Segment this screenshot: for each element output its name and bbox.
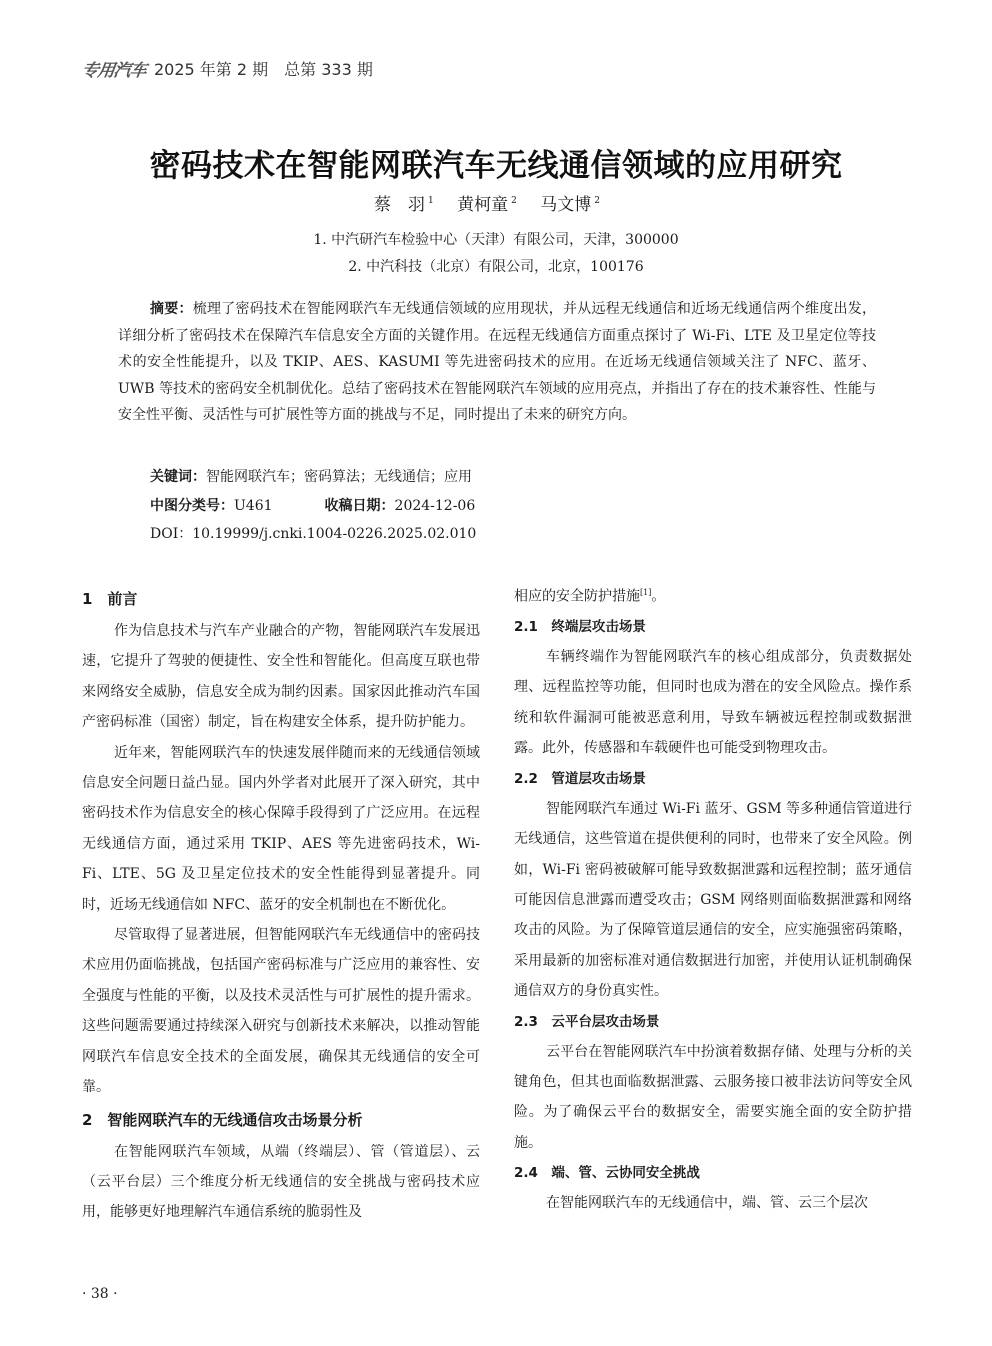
journal-header <box>82 54 373 82</box>
subsection-heading: 2.2 管道层攻击场景 <box>514 770 646 787</box>
paragraph: 在智能网联汽车领域，从端（终端层）、管（管道层）、云（云平台层）三个维度分析无线通信的安全挑战与密码技术应用，能够更好地理解汽车通信系统的脆弱性及 <box>82 1143 480 1221</box>
page-number: · 38 · <box>82 1286 118 1302</box>
paragraph: 在智能网联汽车的无线通信中，端、管、云三个层次 <box>546 1195 868 1212</box>
author-list <box>0 190 992 215</box>
author-name: 马文博 <box>540 195 592 215</box>
author-name: 蔡 羽 <box>373 195 425 215</box>
doi-line <box>150 523 476 543</box>
issue-info: 2025 年第 2 期 总第 333 期 <box>154 59 373 79</box>
author-affiliation-mark: 1 <box>427 196 434 207</box>
section-heading: 2 智能网联汽车的无线通信攻击场景分析 <box>82 1110 363 1129</box>
paragraph: 近年来，智能网联汽车的快速发展伴随而来的无线通信领域信息安全问题日益凸显。国内外学者对此展开了深入研究，其中密码技术作为信息安全的核心保障手段得到了广泛应用。在远程无线通信方面，通过采用 TKIP、AES 等先进密码技术，Wi-Fi、LTE、5G 及卫星定位技术的安全性能得到显著提升。同时，近场无线通信如 NFC、蓝牙的安全机制也在不断优化。 <box>82 744 480 913</box>
journal-logo: 专用汽车 <box>80 60 148 81</box>
continuation-text: 相应的安全防护措施 <box>514 588 640 605</box>
abstract-label: 摘要： <box>150 301 193 317</box>
author-name: 黄柯童 <box>457 195 509 215</box>
classification-line <box>150 495 475 515</box>
punctuation: 。 <box>651 588 666 605</box>
subsection-heading: 2.4 端、管、云协同安全挑战 <box>514 1165 700 1182</box>
section-heading: 1 前言 <box>82 590 138 608</box>
received-text: 2024-12-06 <box>394 498 476 514</box>
affiliation: 1. 中汽研汽车检验中心（天津）有限公司，天津，300000 <box>313 232 679 248</box>
left-column <box>82 582 480 1228</box>
paragraph: 车辆终端作为智能网联汽车的核心组成部分，负责数据处理、远程监控等功能，但同时也成为潜在的安全风险点。操作系统和软件漏洞可能被恶意利用，导致车辆被远程控制或数据泄露。此外，传感器和车载硬件也可能受到物理攻击。 <box>514 649 912 757</box>
affiliation: 2. 中汽科技（北京）有限公司，北京，100176 <box>348 259 644 275</box>
paragraph: 智能网联汽车通过 Wi-Fi 蓝牙、GSM 等多种通信管道进行无线通信，这些管道在提供便利的同时，也带来了安全风险。例如，Wi-Fi 密码被破解可能导致数据泄露和远程控制；蓝牙通信可能因信息泄露而遭受攻击；GSM 网络则面临数据泄露和网络攻击的风险。为了保障管道层通信的安全，应实施强密码策略，采用最新的加密标准对通信数据进行加密，并使用认证机制确保通信双方的身份真实性。 <box>514 800 913 1000</box>
paragraph: 作为信息技术与汽车产业融合的产物，智能网联汽车发展迅速，它提升了驾驶的便捷性、安全性和智能化。但高度互联也带来网络安全威胁，信息安全成为制约因素。国家因此推动汽车国产密码标准（国密）制定，旨在构建安全体系，提升防护能力。 <box>82 623 480 731</box>
paper-title: 密码技术在智能网联汽车无线通信领域的应用研究 <box>149 148 843 184</box>
citation-ref: [1] <box>640 588 652 597</box>
abstract <box>118 296 876 429</box>
paragraph-continuation <box>514 578 912 612</box>
classification-text: U461 <box>234 498 273 514</box>
subsection-heading: 2.1 终端层攻击场景 <box>514 619 646 636</box>
paragraph: 云平台在智能网联汽车中扮演着数据存储、处理与分析的关键角色，但其也面临数据泄露、云服务接口被非法访问等安全风险。为了确保云平台的数据安全，需要实施全面的安全防护措施。 <box>514 1043 912 1151</box>
subsection-heading: 2.3 云平台层攻击场景 <box>514 1013 660 1030</box>
doi-label: DOI： <box>150 526 193 542</box>
keywords-text: 智能网联汽车；密码算法；无线通信；应用 <box>206 469 472 485</box>
keywords <box>150 466 472 486</box>
right-column <box>514 578 912 1219</box>
author-affiliation-mark: 2 <box>511 196 517 207</box>
paragraph: 尽管取得了显著进展，但智能网联汽车无线通信中的密码技术应用仍面临挑战，包括国产密码标准与广泛应用的兼容性、安全强度与性能的平衡，以及技术灵活性与可扩展性的提升需求。这些问题需要通过持续深入研究与创新技术来解决，以推动智能网联汽车信息安全技术的全面发展，确保其无线通信的安全可靠。 <box>82 927 480 1096</box>
classification-label: 中图分类号： <box>150 498 234 514</box>
author-affiliation-mark: 2 <box>594 196 600 207</box>
keywords-label: 关键词： <box>150 469 206 485</box>
doi-text: 10.19999/j.cnki.1004-0226.2025.02.010 <box>192 526 477 542</box>
abstract-text: 梳理了密码技术在智能网联汽车无线通信领域的应用现状，并从远程无线通信和近场无线通信两个维度出发，详细分析了密码技术在保障汽车信息安全方面的关键作用。在远程无线通信方面重点探讨了 Wi-Fi、LTE 及卫星定位等技术的安全性能提升，以及 TKIP、AES、KASUMI 等先进密码技术的应用。在近场无线通信领域关注了 NFC、蓝牙、UWB 等技术的密码安全机制优化。总结了密码技术在智能网联汽车领域的应用亮点，并指出了存在的技术兼容性、性能与安全性平衡、灵活性与可扩展性等方面的挑战与不足，同时提出了未来的研究方向。 <box>118 301 877 423</box>
received-label: 收稿日期： <box>324 498 395 514</box>
